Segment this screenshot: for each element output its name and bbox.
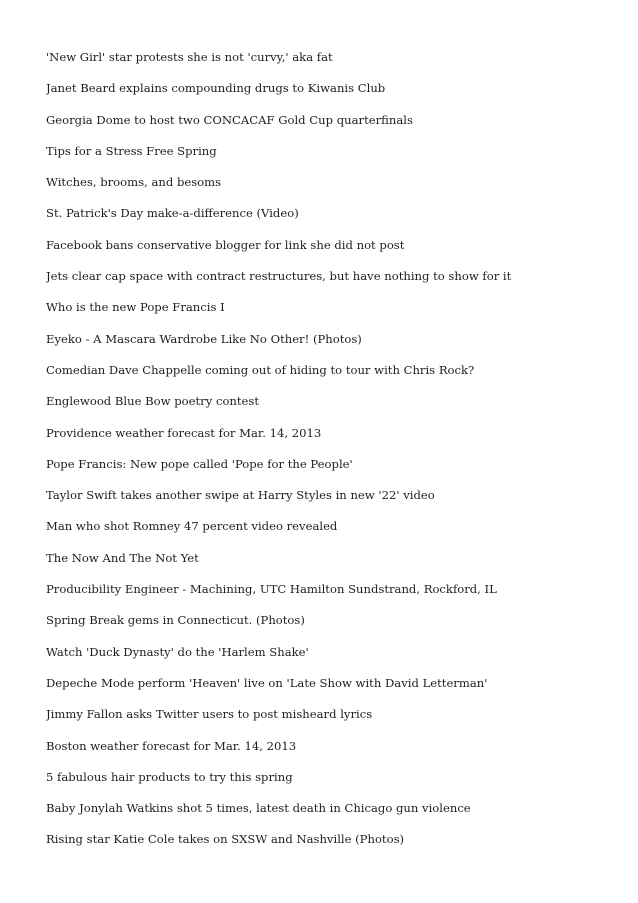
headline-item: Englewood Blue Bow poetry contest [46,394,260,409]
headline-item: Facebook bans conservative blogger for link she did not post [46,237,405,252]
headline-item: Rising star Katie Cole takes on SXSW and Nashville (Photos) [46,832,405,847]
headline-item: Depeche Mode perform 'Heaven' live on 'Late Show with David Letterman' [46,675,488,690]
headline-item: Baby Jonylah Watkins shot 5 times, latest death in Chicago gun violence [46,801,471,816]
headline-item: Who is the new Pope Francis I [46,300,225,315]
headline-item: Providence weather forecast for Mar. 14, 2013 [46,425,322,440]
headline-item: Boston weather forecast for Mar. 14, 2013 [46,738,297,753]
headline-list [46,48,616,862]
headline-item: The Now And The Not Yet [46,550,199,565]
headline-item: 5 fabulous hair products to try this spring [46,769,293,784]
headline-item: Producibility Engineer - Machining, UTC Hamilton Sundstrand, Rockford, IL [46,582,497,597]
headline-item: Georgia Dome to host two CONCACAF Gold Cup quarterfinals [46,112,413,127]
headline-item: Pope Francis: New pope called 'Pope for the People' [46,456,353,471]
headline-item: Eyeko - A Mascara Wardrobe Like No Other! (Photos) [46,331,362,346]
headline-item: Witches, brooms, and besoms [46,175,222,190]
headline-item: Jets clear cap space with contract restructures, but have nothing to show for it [46,269,512,284]
headline-item: St. Patrick's Day make-a-difference (Video) [46,206,299,221]
headline-item: Jimmy Fallon asks Twitter users to post misheard lyrics [46,707,373,722]
headline-item: Tips for a Stress Free Spring [46,143,217,158]
headline-item: Man who shot Romney 47 percent video revealed [46,519,338,534]
headline-item: Taylor Swift takes another swipe at Harry Styles in new '22' video [46,488,435,503]
headline-item: 'New Girl' star protests she is not 'curvy,' aka fat [46,50,333,64]
headline-item: Janet Beard explains compounding drugs to Kiwanis Club [46,81,386,96]
headline-item: Watch 'Duck Dynasty' do the 'Harlem Shake' [46,644,309,659]
headline-item: Spring Break gems in Connecticut. (Photos) [46,613,305,628]
headline-item: Comedian Dave Chappelle coming out of hiding to tour with Chris Rock? [46,362,475,377]
